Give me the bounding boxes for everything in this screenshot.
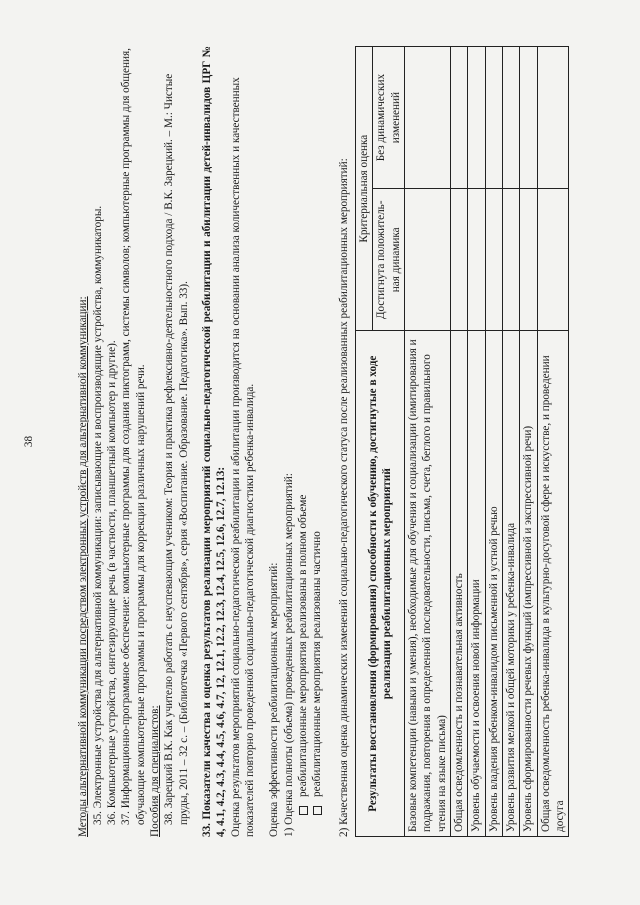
row-label: Уровень сформированности речевых функций (импрессивной и экспрессивной речи) — [520, 331, 537, 837]
cell-no-change[interactable] — [502, 47, 519, 189]
table-row — [468, 47, 485, 837]
option-partial — [310, 46, 324, 837]
checkbox-full[interactable] — [299, 806, 308, 815]
cell-no-change[interactable] — [520, 47, 537, 189]
cell-positive[interactable] — [502, 189, 519, 331]
checkbox-partial[interactable] — [313, 806, 322, 815]
row-label: Общая осведомленность и познавательная активность — [450, 331, 467, 837]
cell-positive[interactable] — [520, 189, 537, 331]
evaluation-table — [355, 46, 569, 837]
row-label: Уровень развития мелкой и общей моторики у ребенка-инвалида — [502, 331, 519, 837]
point-2: 2) Качественная оценка динамических изменений социально-педагогического статуса после реализованных реабилитационных мероприятий: — [337, 158, 350, 837]
cell-no-change[interactable] — [468, 47, 485, 189]
cell-no-change[interactable] — [537, 47, 569, 189]
table-row — [502, 47, 519, 837]
cell-positive[interactable] — [485, 189, 502, 331]
row-label: Уровень обучаемости и освоения новой информации — [468, 331, 485, 837]
list-item-35: 35. Электронные устройства для альтернативной коммуникации: записывающие и воспроизводящие устройства, коммуникаторы. — [91, 205, 104, 825]
table-row — [537, 47, 569, 837]
option-partial-label: реабилитационные мероприятия реализованы частично — [311, 531, 324, 797]
section-33-heading: 33. Показатели качества и оценка результатов реализации мероприятий социально-педагогической реабилитации и абилитации детей-инвалидов ЦРГ № 4, 4.1, 4.2, 4.3, 4.4, 4.5, 4.6, 4.7, 12, 12.1, 12.2, 12.3, 12.4, 12.5, 12.6, 12.7, 12.13: — [200, 46, 228, 837]
section-33-text: Оценка результатов мероприятий социально-педагогической реабилитации и абилитации производится на основании анализа количественных и качественных показателей повторно проведенной социально-педагогической диагностики ребенка-инвалида. — [229, 77, 256, 837]
cell-no-change[interactable] — [404, 47, 450, 189]
header-criterial: Критериальная оценка — [355, 47, 372, 331]
cell-positive[interactable] — [404, 189, 450, 331]
table-row — [450, 47, 467, 837]
cell-positive[interactable] — [468, 189, 485, 331]
header-no-change: Без динамических изменений — [373, 47, 405, 189]
header-positive: Достигнута положитель-ная динамика — [373, 189, 405, 331]
page-number: 38 — [23, 435, 35, 448]
header-results: Результаты восстановления (формирования) способности к обучению, достигнутые в ходе реализации реабилитационных мероприятий — [355, 331, 404, 837]
point-1: 1) Оценка полноты (объема) проведенных реабилитационных мероприятий: — [282, 473, 295, 837]
row-label: Общая осведомленность ребенка-инвалида в культурно-досуговой сфере и искусстве, и проведении досуга — [537, 331, 569, 837]
list-item-36: 36. Компьютерные устройства, синтезирующие речь (в частности, планшетный компьютер и другие). — [105, 340, 118, 825]
methods-heading: Методы альтернативной коммуникации посредством электронных устройств для альтернативной коммуникации: — [77, 296, 90, 837]
cell-no-change[interactable] — [450, 47, 467, 189]
cell-positive[interactable] — [537, 189, 569, 331]
row-label: Уровень владения ребенком-инвалидом письменной и устной речью — [485, 331, 502, 837]
table-row — [520, 47, 537, 837]
effectiveness-heading: Оценка эффективности реабилитационных мероприятий: — [268, 562, 281, 837]
list-item-37: 37. Информационно-программное обеспечение: компьютерные программы для создания пиктограмм, системы символов; компьютерные программы для общения, обучающие компьютерные программы и программы для коррекции различных нарушений речи. — [120, 48, 147, 825]
list-item-38: 38. Зарецкий В.К. Как учителю работать с неуспевающим учеником: Теория и практика рефлексивно-деятельностного подхода / В.К. Зарецкий. – М.: Чистые пруды, 2011 – 32 с. – (Библиотечка «Первого сентября», серия «Воспитание. Образование. Педагогика». Вып. 33). — [163, 73, 190, 825]
option-full-label: реабилитационные мероприятия реализованы в полном объеме — [296, 494, 309, 797]
cell-positive[interactable] — [450, 189, 467, 331]
table-row — [485, 47, 502, 837]
row-label: Базовые компетенции (навыки и умения), необходимые для обучения и социализации (имитирования и подражания, повторения в определенной последовательности, письма, счета, беглого и правильного чтения на языке письма) — [404, 331, 450, 837]
cell-no-change[interactable] — [485, 47, 502, 189]
table-row — [404, 47, 450, 837]
option-full — [296, 46, 310, 837]
specialists-heading: Пособия для специалистов: — [148, 705, 161, 837]
